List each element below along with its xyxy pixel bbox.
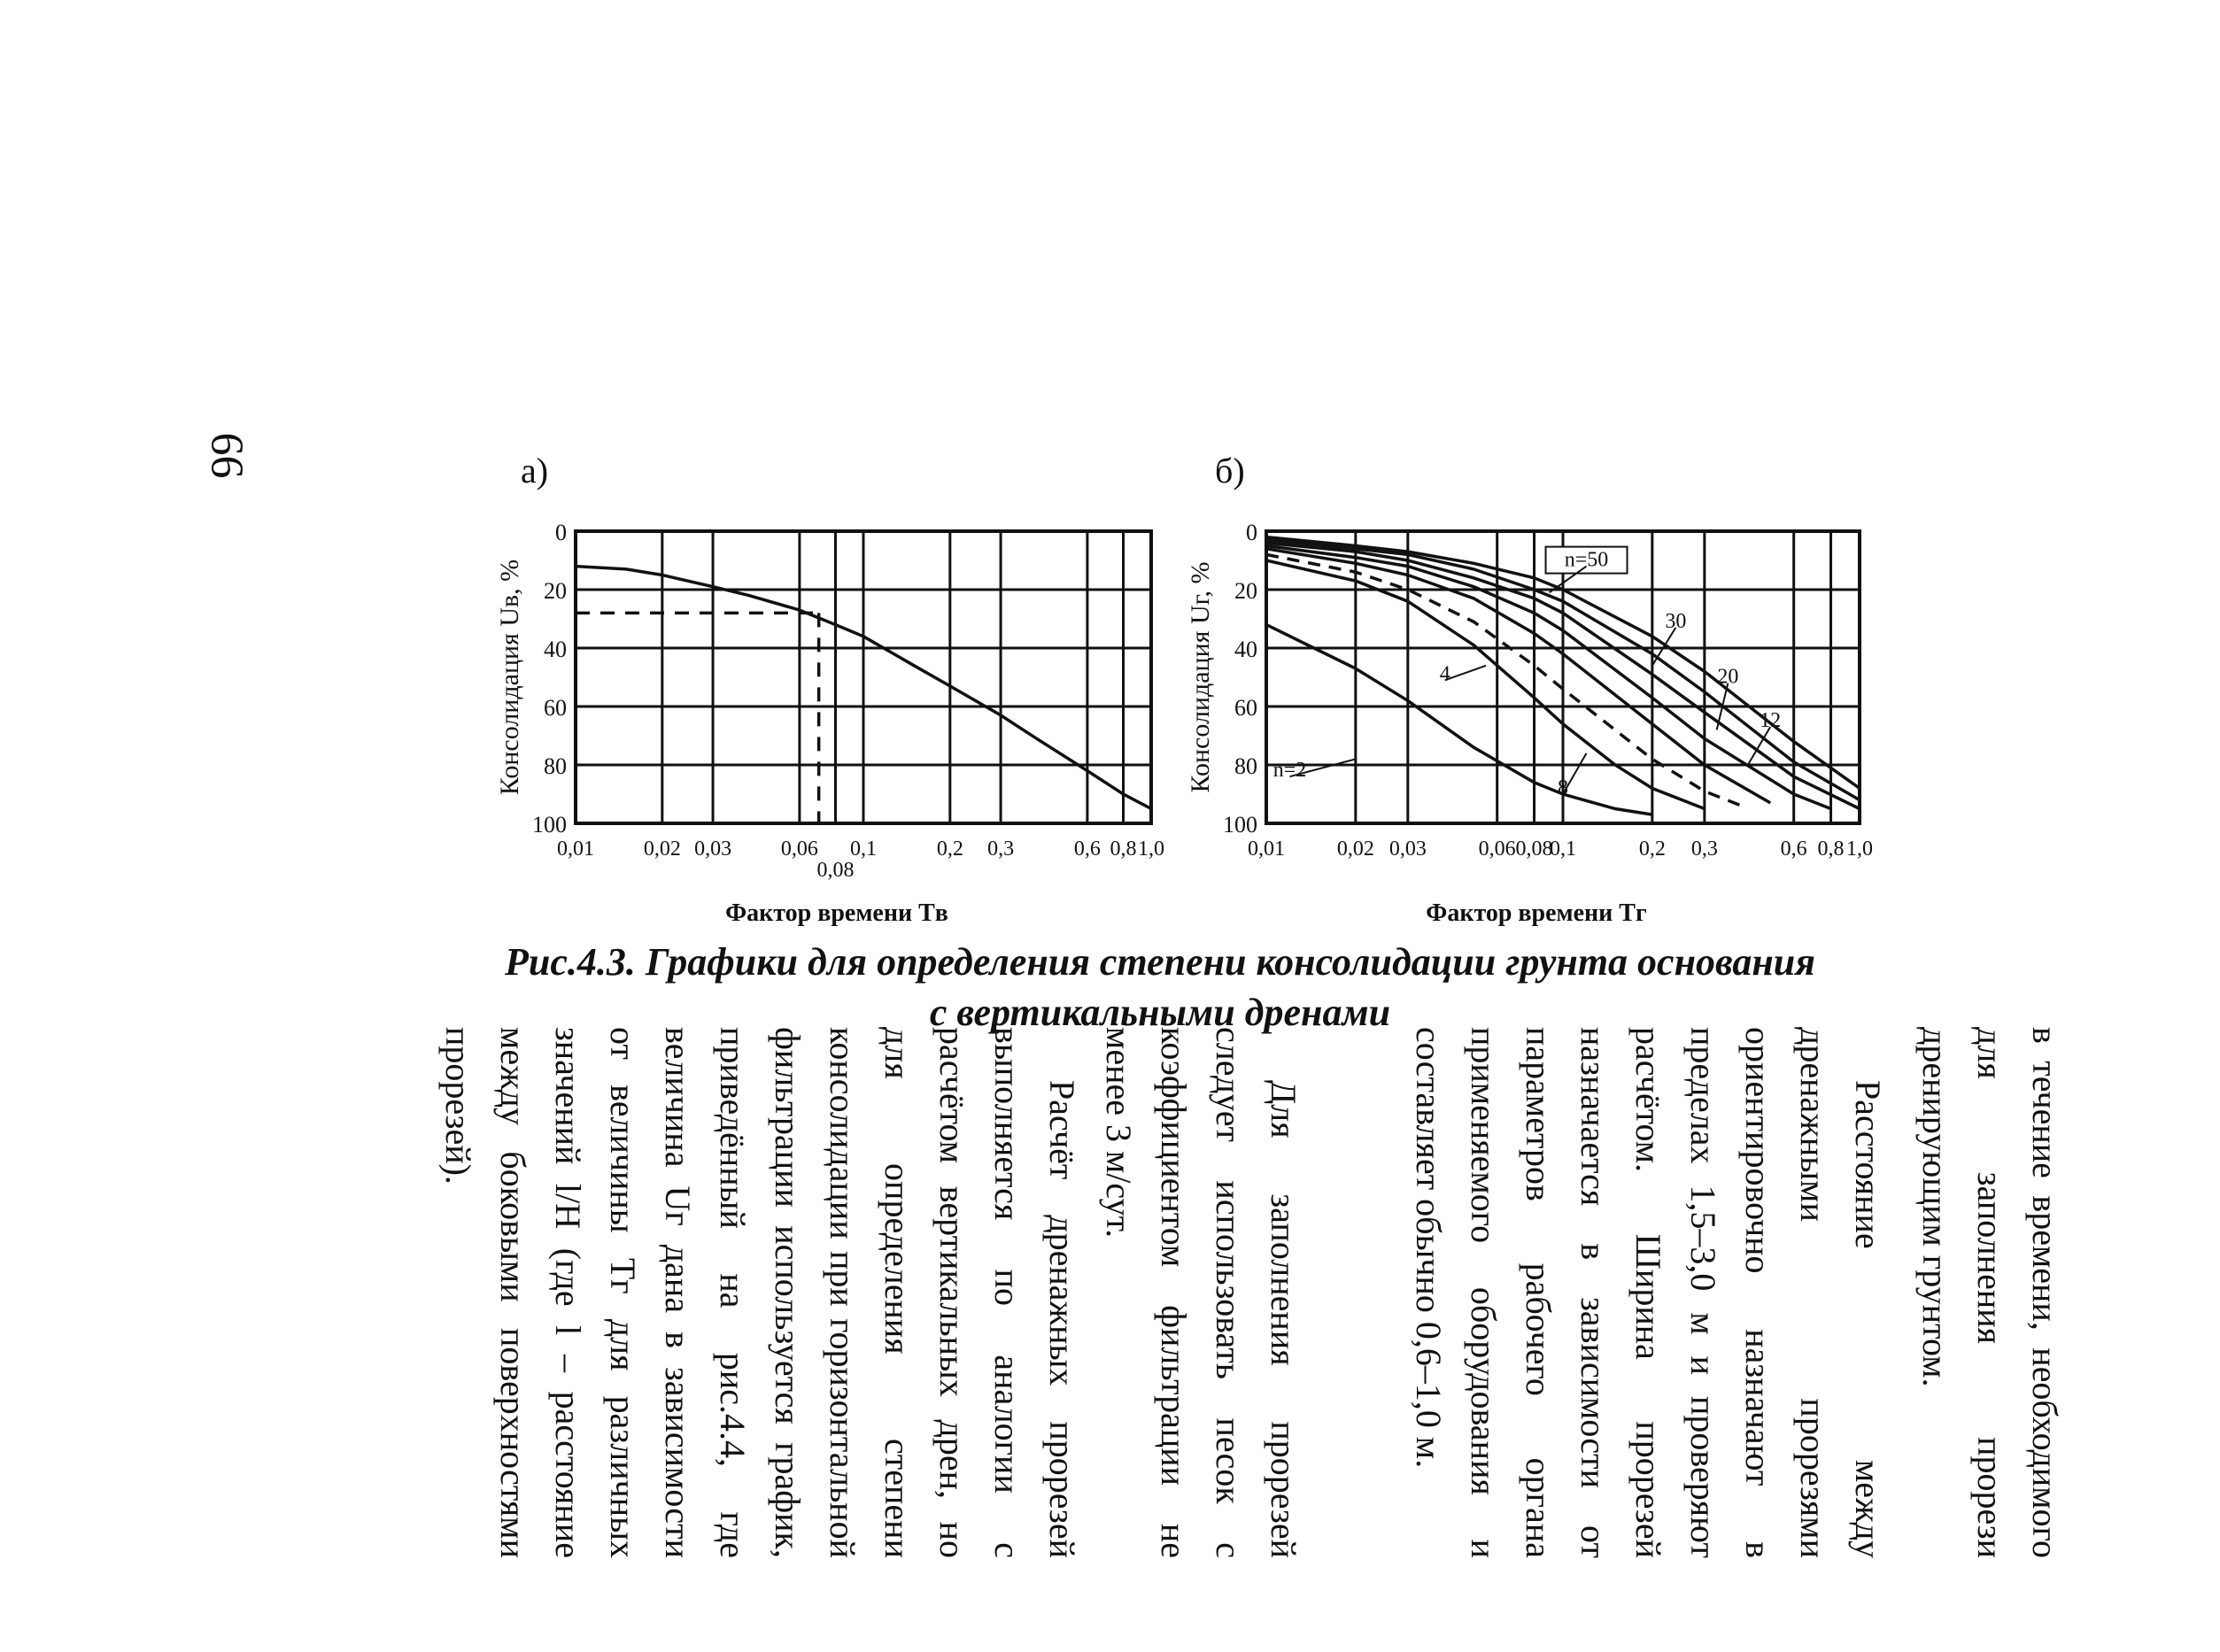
series-label: 20 [1717, 665, 1739, 689]
x-tick-label: 0,1 [1550, 838, 1576, 861]
y-tick-label: 100 [1223, 812, 1257, 838]
x-tick-label: 0,01 [557, 838, 594, 861]
series-label: n=50 [1564, 548, 1609, 572]
paragraph-2 [1401, 1027, 1895, 1558]
body-text-rotated [425, 1027, 2072, 1558]
series-label: 30 [1665, 609, 1687, 633]
x-axis-label: Фактор времени Tг [1426, 899, 1647, 927]
y-tick-label: 0 [1246, 520, 1257, 545]
x-tick-label: 0,02 [1336, 838, 1374, 861]
y-tick-label: 0 [555, 520, 567, 545]
panel-a-label: а) [521, 451, 549, 490]
x-tick-label: 0,03 [1388, 838, 1427, 861]
y-axis-label: Консолидация Uг, % [1186, 561, 1215, 793]
x-tick-label: 0,6 [1780, 838, 1807, 861]
paragraph-2-text: Расстояние между дренажными прорезями ориентировочно назначают в пределах 1,5–3,0 м и проверяют расчётом. Ширина прорезей назначается в зависимости от параметров рабочего органа применяемого оборудования и составляет обычно 0,6–1,0 м. [1409, 1027, 1888, 1558]
x-tick-label: 0,3 [987, 838, 1015, 861]
chart-a [460, 505, 1169, 930]
chart-b [1151, 505, 1948, 930]
x-tick-label: 0,08 [816, 859, 855, 882]
x-tick-label: 0,08 [1515, 838, 1553, 861]
y-tick-label: 40 [544, 637, 567, 662]
x-axis-label: Фактор времени Tв [725, 899, 948, 927]
paragraph-3-text: Для заполнения прорезей следует использовать песок с коэффициентом фильтрации не менее 3 м/сут. [1099, 1027, 1303, 1558]
series-label-leader [1652, 628, 1676, 666]
y-axis-label: Консолидация Uв, % [495, 559, 524, 796]
series-label: 4 [1439, 662, 1450, 686]
y-tick-label: 20 [1234, 578, 1257, 604]
y-tick-label: 80 [1234, 753, 1257, 779]
panel-b-label: б) [1215, 451, 1245, 490]
x-tick-label: 0,3 [1690, 838, 1718, 861]
series-label: 8 [1558, 776, 1568, 799]
x-tick-label: 0,2 [1638, 838, 1666, 861]
y-tick-label: 60 [544, 695, 567, 721]
x-tick-label: 0,06 [780, 838, 818, 861]
series-line [1266, 560, 1705, 809]
y-tick-label: 20 [544, 578, 567, 604]
y-tick-label: 100 [532, 812, 567, 838]
x-tick-label: 1,0 [1138, 838, 1164, 861]
series-label: 12 [1760, 709, 1782, 733]
series-line [1266, 554, 1742, 806]
figure-caption-line2: с вертикальными дренами [929, 991, 1391, 1034]
y-tick-label: 40 [1234, 637, 1257, 662]
body-text-block [425, 1027, 2072, 1558]
x-tick-label: 0,01 [1248, 838, 1285, 861]
figure-caption-line1: Рис.4.3. Графики для определения степени консолидации грунта основания [505, 940, 1815, 984]
x-tick-label: 0,03 [694, 838, 732, 861]
paragraph-1-text: в течение времени, необходимого для заполнения прорези дренирующим грунтом. [1915, 1027, 2065, 1558]
series-label-leader [1445, 666, 1486, 681]
x-tick-label: 0,06 [1478, 838, 1516, 861]
series-label: n=2 [1272, 759, 1307, 783]
paragraph-3 [1091, 1027, 1311, 1558]
paragraph-1 [1907, 1027, 2072, 1558]
x-tick-label: 0,1 [850, 838, 877, 861]
x-tick-label: 1,0 [1846, 838, 1873, 861]
y-tick-label: 60 [1234, 695, 1257, 721]
x-tick-label: 0,8 [1110, 838, 1137, 861]
x-tick-label: 0,6 [1073, 838, 1101, 861]
x-tick-label: 0,8 [1817, 838, 1845, 861]
page-number: 66 [201, 432, 252, 479]
paragraph-4-text: Расчёт дренажных прорезей выполняется по аналогии с расчётом вертикальных дрен, но для определения степени консолидации при горизонтальной фильтрации используется график, приведённый на рис.4.4, где величина Uг дана в зависимости от величины Tг для различных значений l/H (где l – расстояние между боковыми поверхностями прорезей). [438, 1027, 1082, 1558]
x-tick-label: 0,02 [643, 838, 681, 861]
x-tick-label: 0,2 [936, 838, 963, 861]
y-tick-label: 80 [544, 753, 567, 779]
paragraph-4 [430, 1027, 1089, 1558]
